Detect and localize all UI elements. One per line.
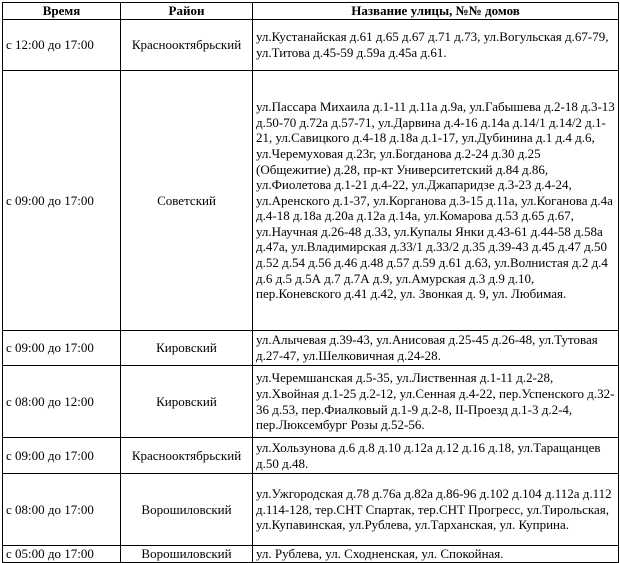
district-cell: Краснооктябрьский	[121, 438, 253, 474]
table-row	[3, 438, 619, 474]
time-cell: с 05:00 до 17:00	[3, 546, 121, 563]
time-cell: с 09:00 до 17:00	[3, 331, 121, 366]
district-cell: Кировский	[121, 331, 253, 366]
district-cell: Кировский	[121, 366, 253, 438]
streets-cell: ул.Пассара Михаила д.1-11 д.11а д.9а, ул.Габышева д.2-18 д.3-13 д.50-70 д.72а д.57-71, ул.Дарвина д.4-16 д.14а д.14/1 д.14/2 д.1-21, ул.Савицкого д.4-18 д.18а д.1-17, ул.Дубинина д.1 д.4 д.6, ул.Черемуховая д.23г, ул.Богданова д.2-24 д.30 д.25 (Общежитие) д.28, пр-кт Университетский д.84 д.86, ул.Фиолетова д.1-21 д.4-22, ул.Джапаридзе д.3-23 д.4-24, ул.Аренского д.1-37, ул.Корганова д.3-15 д.11а, ул.Коганова д.4а д.4-18 д.18а д.20а д.12а д.14а, ул.Комарова д.53 д.65 д.67, ул.Научная д.26-48 д.33, ул.Купалы Янки д.43-61 д.44-58 д.58а д.47а, ул.Владимирская д.33/1 д.33/2 д.35 д.39-43 д.45 д.47 д.50 д.52 д.54 д.56 д.46 д.48 д.57 д.59 д.61 д.63, ул.Волнистая д.2 д.4 д.6 д.5 д.5А д.7 д.7А д.9, ул.Амурская д.3 д.9 д.10, пер.Коневского д.41 д.42, ул. Звонкая д. 9, ул. Любимая.	[253, 71, 619, 331]
district-cell: Ворошиловский	[121, 546, 253, 563]
time-cell: с 12:00 до 17:00	[3, 20, 121, 71]
streets-cell: ул.Хользунова д.6 д.8 д.10 д.12а д.12 д.16 д.18, ул.Таращанцев д.50 д.48.	[253, 438, 619, 474]
streets-cell: ул.Кустанайская д.61 д.65 д.67 д.71 д.73, ул.Вогульская д.67-79, ул.Титова д.45-59 д.59а д.45а д.61.	[253, 20, 619, 71]
table-header-row	[3, 3, 619, 20]
table-row	[3, 71, 619, 331]
table-row	[3, 20, 619, 71]
time-cell: с 08:00 до 12:00	[3, 366, 121, 438]
table-row	[3, 366, 619, 438]
streets-cell: ул.Ужгородская д.78 д.76а д.82а д.86-96 д.102 д.104 д.112а д.112 д.114-128, тер.СНТ Спартак, тер.СНТ Прогресс, ул.Тирольская, ул.Купавинская, ул.Рублева, ул.Тарханская, ул. Куприна.	[253, 474, 619, 546]
district-cell: Советский	[121, 71, 253, 331]
streets-cell: ул. Рублева, ул. Сходненская, ул. Спокойная.	[253, 546, 619, 563]
streets-cell: ул.Черемшанская д.5-35, ул.Лиственная д.1-11 д.2-28, ул.Хвойная д.1-25 д.2-12, ул.Сенная д.4-22, пер.Успенского д.32-36 д.53, пер.Фиалковый д.1-9 д.2-8, II-Проезд д.1-3 д.2-4, пер.Люксембург Розы д.52-56.	[253, 366, 619, 438]
streets-cell: ул.Алычевая д.39-43, ул.Анисовая д.25-45 д.26-48, ул.Тутовая д.27-47, ул.Шелковичная д.24-28.	[253, 331, 619, 366]
time-cell: с 09:00 до 17:00	[3, 71, 121, 331]
header-time: Время	[3, 3, 121, 20]
table-row	[3, 331, 619, 366]
outage-schedule-table	[2, 2, 619, 563]
header-district: Район	[121, 3, 253, 20]
time-cell: с 08:00 до 17:00	[3, 474, 121, 546]
table-row	[3, 474, 619, 546]
district-cell: Ворошиловский	[121, 474, 253, 546]
district-cell: Краснооктябрьский	[121, 20, 253, 71]
time-cell: с 09:00 до 17:00	[3, 438, 121, 474]
table-row	[3, 546, 619, 563]
header-streets: Название улицы, №№ домов	[253, 3, 619, 20]
